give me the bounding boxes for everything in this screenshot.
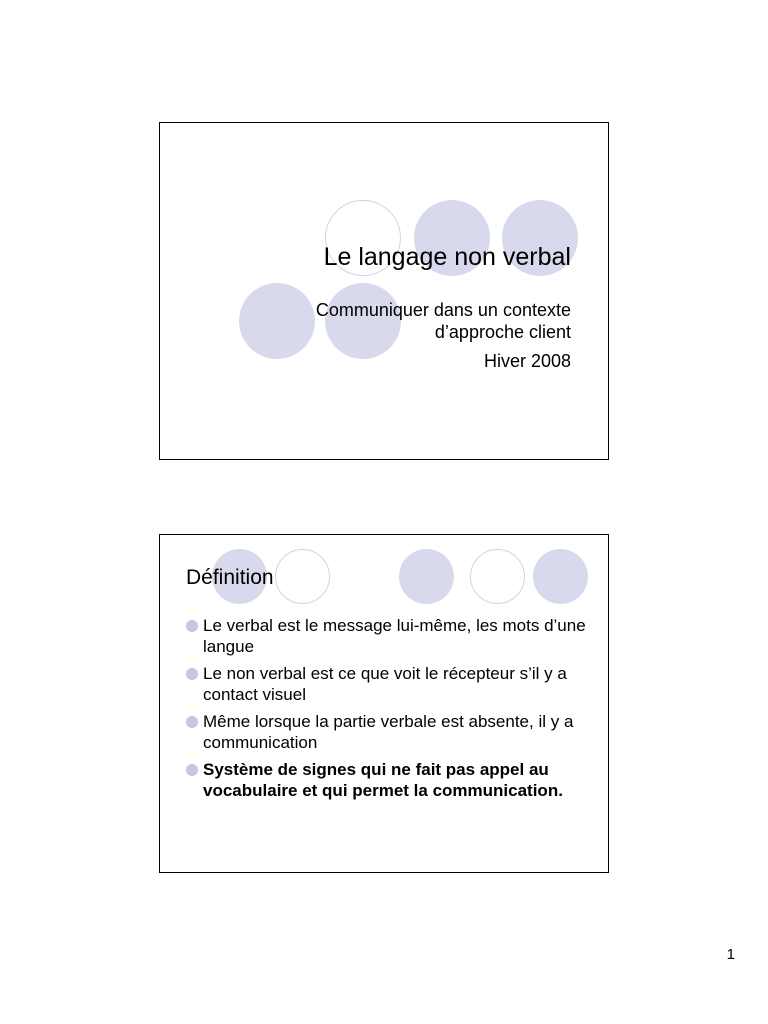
- subtitle-line: Communiquer dans un contexte: [315, 300, 571, 320]
- slide-heading: Définition: [186, 566, 274, 589]
- bullet-dot-icon: [186, 620, 198, 632]
- decor-circle-filled: [399, 549, 454, 604]
- season-label: Hiver 2008: [483, 351, 571, 371]
- bullet-text: Le verbal est le message lui-même, les mots d’une langue: [203, 616, 586, 656]
- bullet-item: [186, 759, 586, 801]
- bullet-dot-icon: [186, 716, 198, 728]
- decor-circle-outline: [275, 549, 330, 604]
- bullet-list: [186, 615, 586, 807]
- bullet-item: [186, 615, 586, 657]
- slide-title: [159, 122, 609, 460]
- page-number: 1: [726, 946, 735, 963]
- bullet-dot-icon: [186, 668, 198, 680]
- bullet-item: [186, 663, 586, 705]
- bullet-dot-icon: [186, 764, 198, 776]
- bullet-text: Le non verbal est ce que voit le récepteur s’il y a contact visuel: [203, 664, 567, 704]
- slide-definition: [159, 534, 609, 873]
- bullet-text: Système de signes qui ne fait pas appel au vocabulaire et qui permet la communication.: [203, 760, 563, 800]
- decor-circle-filled: [533, 549, 588, 604]
- bullet-text: Même lorsque la partie verbale est absente, il y a communication: [203, 712, 574, 752]
- subtitle-line: d’approche client: [434, 322, 571, 342]
- bullet-item: [186, 711, 586, 753]
- decor-circle-outline: [470, 549, 525, 604]
- slide-title-text: Le langage non verbal: [323, 243, 571, 271]
- slide-subtitle: [251, 299, 571, 372]
